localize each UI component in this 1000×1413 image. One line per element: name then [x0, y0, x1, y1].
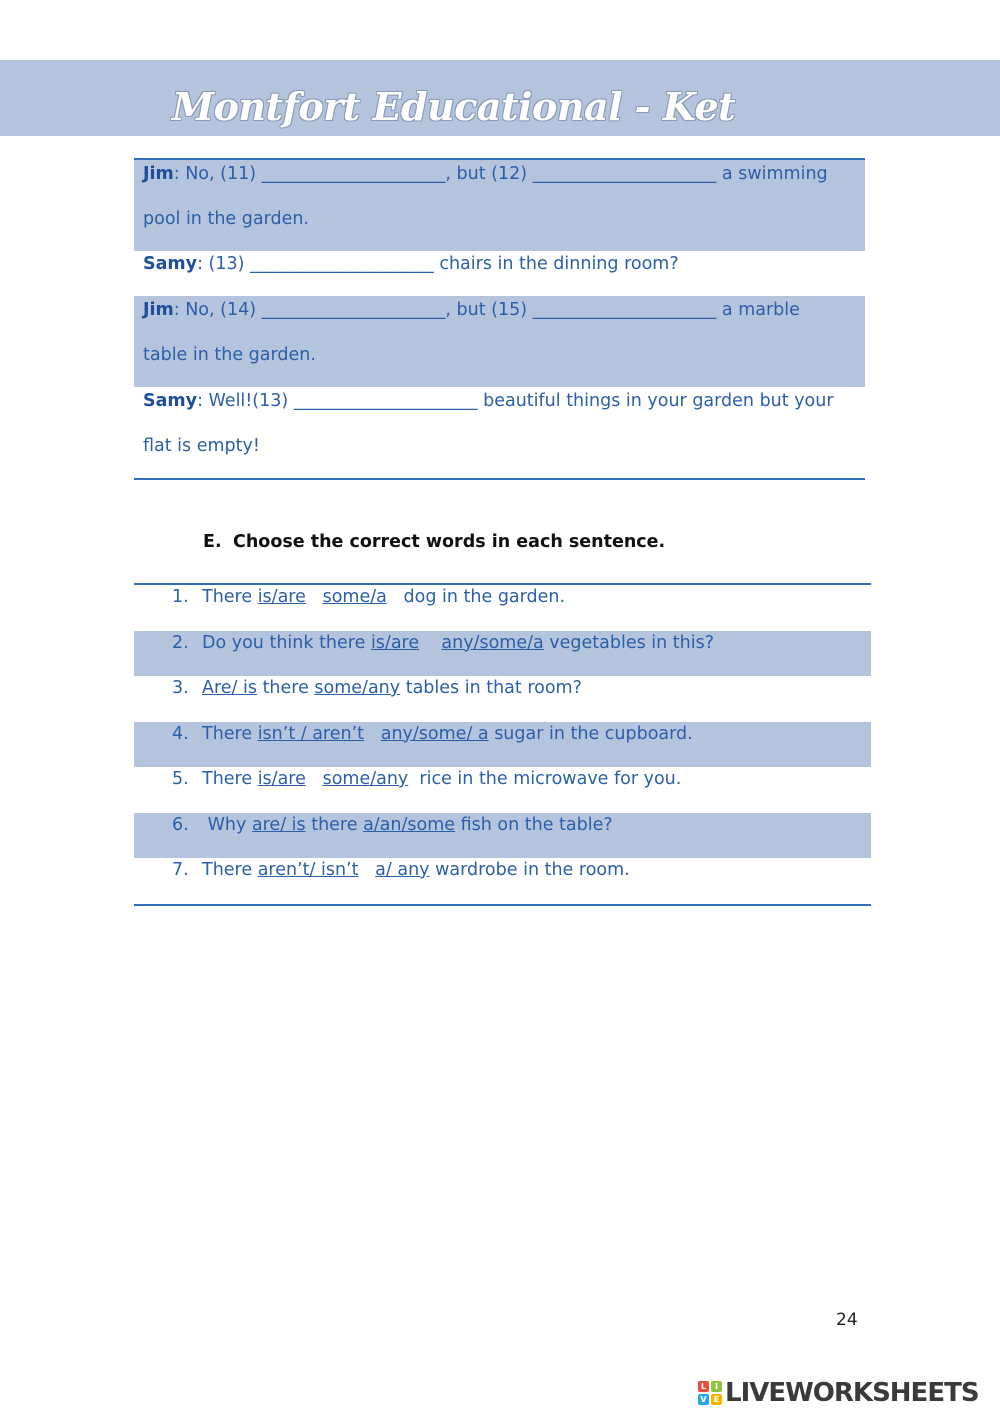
choice-option[interactable]: isn’t / aren’t — [257, 723, 365, 744]
dialog-row — [134, 387, 865, 478]
sentence: There is/are some/any rice in the microwave for you. — [202, 769, 682, 789]
choice-option[interactable]: a/an/some — [363, 814, 456, 835]
item-number: 6. — [172, 814, 189, 835]
dialog-text-continued: flat is empty! — [143, 436, 260, 456]
choice-option[interactable]: some/any — [314, 678, 401, 698]
dialog-row — [134, 251, 865, 296]
exercise-row — [134, 767, 871, 813]
liveworksheets-logo — [698, 1378, 979, 1408]
section-heading — [203, 532, 665, 552]
item-number: 1. — [172, 587, 189, 607]
dialog-text: : Well!(13) _____________________ beautiful things in your garden but your — [197, 391, 834, 411]
item-number: 5. — [172, 769, 189, 789]
exercise-row — [134, 722, 871, 768]
dialog-table — [134, 158, 865, 480]
choice-option[interactable]: aren’t/ isn’t — [257, 860, 359, 880]
section-letter: E. — [203, 532, 222, 552]
logo-text: LIVEWORKSHEETS — [725, 1378, 979, 1408]
exercise-row — [134, 585, 871, 631]
sentence: There aren’t/ isn’t a/ any wardrobe in the room. — [202, 860, 630, 880]
choice-option[interactable]: is/are — [257, 587, 306, 607]
exercise-row — [134, 858, 871, 904]
page-number: 24 — [836, 1310, 858, 1330]
choice-option[interactable]: Are/ is — [202, 678, 257, 698]
dialog-text-continued: pool in the garden. — [143, 209, 309, 229]
sentence: There is/are some/a dog in the garden. — [202, 587, 566, 607]
dialog-text: : No, (14) _____________________, but (15) _____________________ a marble — [173, 300, 800, 320]
speaker-name: Samy — [143, 391, 198, 411]
dialog-text-continued: table in the garden. — [143, 345, 316, 365]
item-number: 3. — [172, 678, 189, 698]
sentence: Are/ is there some/any tables in that room? — [202, 678, 582, 698]
choice-option[interactable]: is/are — [370, 632, 420, 653]
sentence: Do you think there is/are any/some/a vegetables in this? — [202, 632, 715, 653]
dialog-row — [134, 296, 865, 387]
dialog-row — [134, 160, 865, 251]
speaker-name: Jim — [143, 164, 174, 184]
choice-option[interactable]: is/are — [257, 769, 306, 789]
exercise-row — [134, 676, 871, 722]
header-title: Montfort Educational - Ket — [172, 84, 736, 129]
exercise-table — [134, 583, 871, 906]
choice-option[interactable]: a/ any — [375, 860, 430, 880]
exercise-row — [134, 631, 871, 677]
item-number: 4. — [172, 723, 189, 744]
sentence: There isn’t / aren’t any/some/ a sugar in the cupboard. — [202, 723, 693, 744]
item-number: 7. — [172, 860, 189, 880]
choice-option[interactable]: any/some/a — [441, 632, 544, 653]
exercise-row — [134, 813, 871, 859]
dialog-text: : (13) _____________________ chairs in the dinning room? — [197, 254, 679, 274]
speaker-name: Samy — [143, 254, 198, 274]
choice-option[interactable]: any/some/ a — [380, 723, 489, 744]
choice-option[interactable]: some/any — [322, 769, 409, 789]
choice-option[interactable]: are/ is — [251, 814, 306, 835]
sentence: Why are/ is there a/an/some fish on the table? — [202, 814, 613, 835]
speaker-name: Jim — [143, 300, 174, 320]
choice-option[interactable]: some/a — [322, 587, 387, 607]
section-title: Choose the correct words in each sentence. — [233, 532, 666, 552]
dialog-text: : No, (11) _____________________, but (12) _____________________ a swimming — [173, 164, 828, 184]
logo-mark-icon: L I V E — [698, 1381, 722, 1405]
item-number: 2. — [172, 632, 189, 653]
